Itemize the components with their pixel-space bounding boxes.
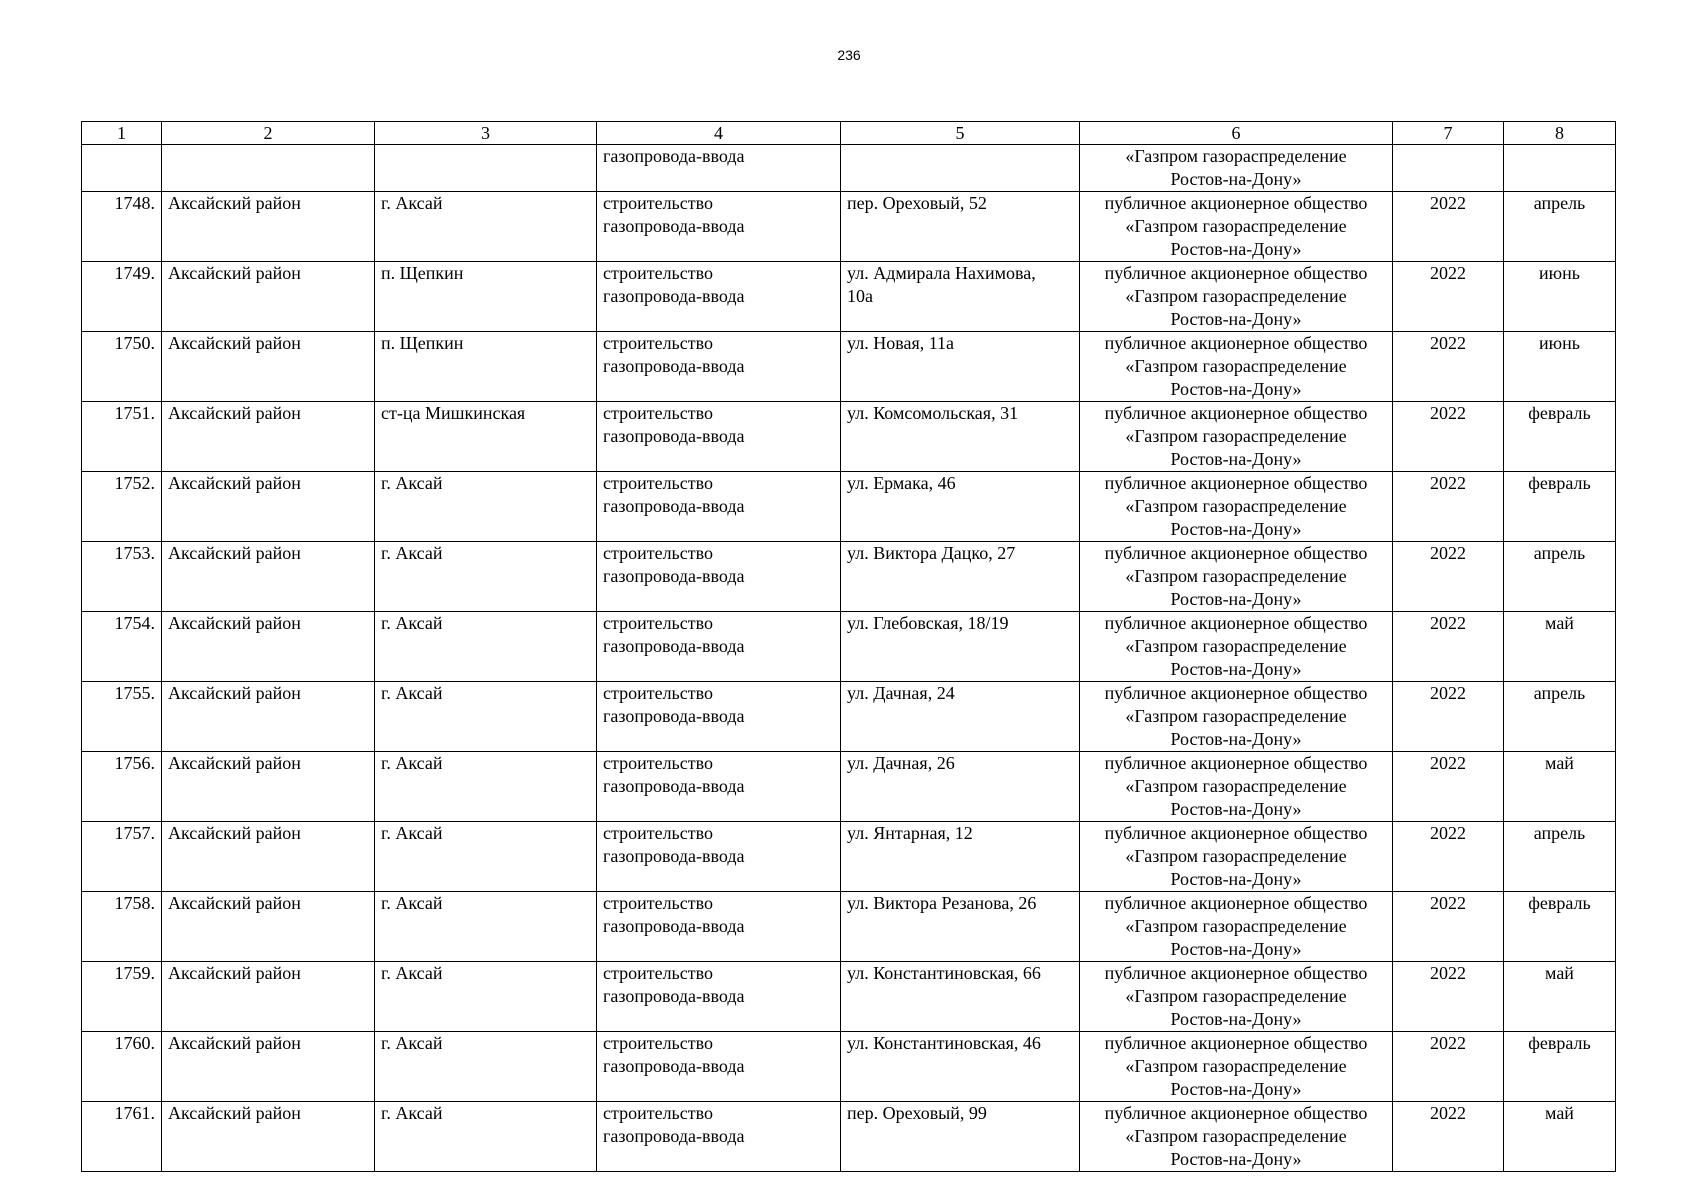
column-header: 3 bbox=[375, 122, 597, 145]
year-cell bbox=[1393, 145, 1504, 192]
month-cell: февраль bbox=[1504, 892, 1616, 962]
month-cell: февраль bbox=[1504, 1032, 1616, 1102]
table-row bbox=[82, 612, 1616, 682]
row-number: 1756. bbox=[82, 752, 162, 822]
row-number: 1758. bbox=[82, 892, 162, 962]
address-cell: ул. Константиновская, 66 bbox=[841, 962, 1080, 1032]
address-cell: ул. Дачная, 24 bbox=[841, 682, 1080, 752]
year-cell: 2022 bbox=[1393, 402, 1504, 472]
table-row bbox=[82, 892, 1616, 962]
work-type-cell: строительство газопровода-ввода bbox=[597, 752, 841, 822]
row-number: 1751. bbox=[82, 402, 162, 472]
work-type-cell: строительство газопровода-ввода bbox=[597, 1102, 841, 1172]
year-cell: 2022 bbox=[1393, 682, 1504, 752]
organization-cell: публичное акционерное общество «Газпром газораспределение Ростов-на-Дону» bbox=[1080, 262, 1393, 332]
district-cell: Аксайский район bbox=[162, 612, 375, 682]
district-cell: Аксайский район bbox=[162, 962, 375, 1032]
address-cell: ул. Виктора Резанова, 26 bbox=[841, 892, 1080, 962]
address-cell: пер. Ореховый, 52 bbox=[841, 192, 1080, 262]
organization-cell: публичное акционерное общество «Газпром газораспределение Ростов-на-Дону» bbox=[1080, 822, 1393, 892]
table-row bbox=[82, 472, 1616, 542]
organization-cell: публичное акционерное общество «Газпром газораспределение Ростов-на-Дону» bbox=[1080, 1102, 1393, 1172]
address-cell: ул. Янтарная, 12 bbox=[841, 822, 1080, 892]
row-number: 1757. bbox=[82, 822, 162, 892]
row-number: 1750. bbox=[82, 332, 162, 402]
year-cell: 2022 bbox=[1393, 612, 1504, 682]
district-cell: Аксайский район bbox=[162, 892, 375, 962]
settlement-cell: ст-ца Мишкинская bbox=[375, 402, 597, 472]
work-type-cell: строительство газопровода-ввода bbox=[597, 402, 841, 472]
row-number bbox=[82, 145, 162, 192]
table-row bbox=[82, 192, 1616, 262]
settlement-cell: г. Аксай bbox=[375, 1032, 597, 1102]
gas-pipeline-table bbox=[81, 121, 1616, 1172]
table-row bbox=[82, 822, 1616, 892]
row-number: 1759. bbox=[82, 962, 162, 1032]
month-cell: май bbox=[1504, 962, 1616, 1032]
address-cell: ул. Константиновская, 46 bbox=[841, 1032, 1080, 1102]
month-cell: июнь bbox=[1504, 262, 1616, 332]
column-header: 1 bbox=[82, 122, 162, 145]
district-cell: Аксайский район bbox=[162, 332, 375, 402]
column-header: 8 bbox=[1504, 122, 1616, 145]
column-number-row bbox=[82, 122, 1616, 145]
month-cell bbox=[1504, 145, 1616, 192]
column-header: 2 bbox=[162, 122, 375, 145]
district-cell: Аксайский район bbox=[162, 472, 375, 542]
settlement-cell: г. Аксай bbox=[375, 682, 597, 752]
table-row bbox=[82, 752, 1616, 822]
settlement-cell: г. Аксай bbox=[375, 192, 597, 262]
work-type-cell: строительство газопровода-ввода bbox=[597, 962, 841, 1032]
work-type-cell: строительство газопровода-ввода bbox=[597, 612, 841, 682]
work-type-cell: строительство газопровода-ввода bbox=[597, 542, 841, 612]
organization-cell: публичное акционерное общество «Газпром газораспределение Ростов-на-Дону» bbox=[1080, 472, 1393, 542]
organization-cell: публичное акционерное общество «Газпром газораспределение Ростов-на-Дону» bbox=[1080, 402, 1393, 472]
row-number: 1760. bbox=[82, 1032, 162, 1102]
row-number: 1752. bbox=[82, 472, 162, 542]
page-number: 236 bbox=[837, 47, 861, 63]
work-type-cell: строительство газопровода-ввода bbox=[597, 192, 841, 262]
organization-cell: публичное акционерное общество «Газпром газораспределение Ростов-на-Дону» bbox=[1080, 892, 1393, 962]
address-cell: ул. Ермака, 46 bbox=[841, 472, 1080, 542]
settlement-cell: п. Щепкин bbox=[375, 262, 597, 332]
organization-cell: публичное акционерное общество «Газпром газораспределение Ростов-на-Дону» bbox=[1080, 1032, 1393, 1102]
month-cell: май bbox=[1504, 612, 1616, 682]
organization-cell: публичное акционерное общество «Газпром газораспределение Ростов-на-Дону» bbox=[1080, 962, 1393, 1032]
year-cell: 2022 bbox=[1393, 192, 1504, 262]
column-header: 4 bbox=[597, 122, 841, 145]
district-cell: Аксайский район bbox=[162, 1102, 375, 1172]
organization-cell: «Газпром газораспределение Ростов-на-Дону» bbox=[1080, 145, 1393, 192]
month-cell: февраль bbox=[1504, 402, 1616, 472]
column-header: 7 bbox=[1393, 122, 1504, 145]
district-cell: Аксайский район bbox=[162, 752, 375, 822]
work-type-cell: строительство газопровода-ввода bbox=[597, 262, 841, 332]
district-cell bbox=[162, 145, 375, 192]
settlement-cell: г. Аксай bbox=[375, 962, 597, 1032]
work-type-cell: строительство газопровода-ввода bbox=[597, 822, 841, 892]
settlement-cell: г. Аксай bbox=[375, 752, 597, 822]
work-type-cell: строительство газопровода-ввода bbox=[597, 892, 841, 962]
column-header: 6 bbox=[1080, 122, 1393, 145]
address-cell: ул. Дачная, 26 bbox=[841, 752, 1080, 822]
year-cell: 2022 bbox=[1393, 822, 1504, 892]
table-row bbox=[82, 1032, 1616, 1102]
settlement-cell: п. Щепкин bbox=[375, 332, 597, 402]
table-row bbox=[82, 962, 1616, 1032]
year-cell: 2022 bbox=[1393, 262, 1504, 332]
organization-cell: публичное акционерное общество «Газпром газораспределение Ростов-на-Дону» bbox=[1080, 332, 1393, 402]
year-cell: 2022 bbox=[1393, 1032, 1504, 1102]
organization-cell: публичное акционерное общество «Газпром газораспределение Ростов-на-Дону» bbox=[1080, 542, 1393, 612]
district-cell: Аксайский район bbox=[162, 542, 375, 612]
row-number: 1754. bbox=[82, 612, 162, 682]
table-row bbox=[82, 402, 1616, 472]
organization-cell: публичное акционерное общество «Газпром газораспределение Ростов-на-Дону» bbox=[1080, 752, 1393, 822]
month-cell: май bbox=[1504, 1102, 1616, 1172]
work-type-cell: строительство газопровода-ввода bbox=[597, 1032, 841, 1102]
address-cell: ул. Адмирала Нахимова, 10а bbox=[841, 262, 1080, 332]
district-cell: Аксайский район bbox=[162, 192, 375, 262]
settlement-cell: г. Аксай bbox=[375, 892, 597, 962]
work-type-cell: строительство газопровода-ввода bbox=[597, 332, 841, 402]
settlement-cell bbox=[375, 145, 597, 192]
row-number: 1753. bbox=[82, 542, 162, 612]
district-cell: Аксайский район bbox=[162, 682, 375, 752]
work-type-cell: строительство газопровода-ввода bbox=[597, 472, 841, 542]
address-cell: пер. Ореховый, 99 bbox=[841, 1102, 1080, 1172]
organization-cell: публичное акционерное общество «Газпром газораспределение Ростов-на-Дону» bbox=[1080, 682, 1393, 752]
settlement-cell: г. Аксай bbox=[375, 542, 597, 612]
column-header: 5 bbox=[841, 122, 1080, 145]
row-number: 1761. bbox=[82, 1102, 162, 1172]
settlement-cell: г. Аксай bbox=[375, 822, 597, 892]
address-cell: ул. Новая, 11а bbox=[841, 332, 1080, 402]
year-cell: 2022 bbox=[1393, 542, 1504, 612]
address-cell: ул. Комсомольская, 31 bbox=[841, 402, 1080, 472]
table-row bbox=[82, 1102, 1616, 1172]
row-number: 1755. bbox=[82, 682, 162, 752]
district-cell: Аксайский район bbox=[162, 262, 375, 332]
year-cell: 2022 bbox=[1393, 892, 1504, 962]
district-cell: Аксайский район bbox=[162, 1032, 375, 1102]
month-cell: май bbox=[1504, 752, 1616, 822]
district-cell: Аксайский район bbox=[162, 402, 375, 472]
settlement-cell: г. Аксай bbox=[375, 472, 597, 542]
year-cell: 2022 bbox=[1393, 962, 1504, 1032]
address-cell: ул. Виктора Дацко, 27 bbox=[841, 542, 1080, 612]
month-cell: апрель bbox=[1504, 192, 1616, 262]
address-cell bbox=[841, 145, 1080, 192]
month-cell: апрель bbox=[1504, 682, 1616, 752]
work-type-cell: газопровода-ввода bbox=[597, 145, 841, 192]
settlement-cell: г. Аксай bbox=[375, 612, 597, 682]
address-cell: ул. Глебовская, 18/19 bbox=[841, 612, 1080, 682]
row-number: 1748. bbox=[82, 192, 162, 262]
month-cell: февраль bbox=[1504, 472, 1616, 542]
year-cell: 2022 bbox=[1393, 472, 1504, 542]
table-row bbox=[82, 682, 1616, 752]
organization-cell: публичное акционерное общество «Газпром газораспределение Ростов-на-Дону» bbox=[1080, 192, 1393, 262]
year-cell: 2022 bbox=[1393, 1102, 1504, 1172]
organization-cell: публичное акционерное общество «Газпром газораспределение Ростов-на-Дону» bbox=[1080, 612, 1393, 682]
year-cell: 2022 bbox=[1393, 752, 1504, 822]
year-cell: 2022 bbox=[1393, 332, 1504, 402]
row-number: 1749. bbox=[82, 262, 162, 332]
district-cell: Аксайский район bbox=[162, 822, 375, 892]
work-type-cell: строительство газопровода-ввода bbox=[597, 682, 841, 752]
month-cell: апрель bbox=[1504, 542, 1616, 612]
table-row bbox=[82, 542, 1616, 612]
continuation-row bbox=[82, 145, 1616, 192]
table-row bbox=[82, 332, 1616, 402]
settlement-cell: г. Аксай bbox=[375, 1102, 597, 1172]
table-row bbox=[82, 262, 1616, 332]
month-cell: апрель bbox=[1504, 822, 1616, 892]
month-cell: июнь bbox=[1504, 332, 1616, 402]
